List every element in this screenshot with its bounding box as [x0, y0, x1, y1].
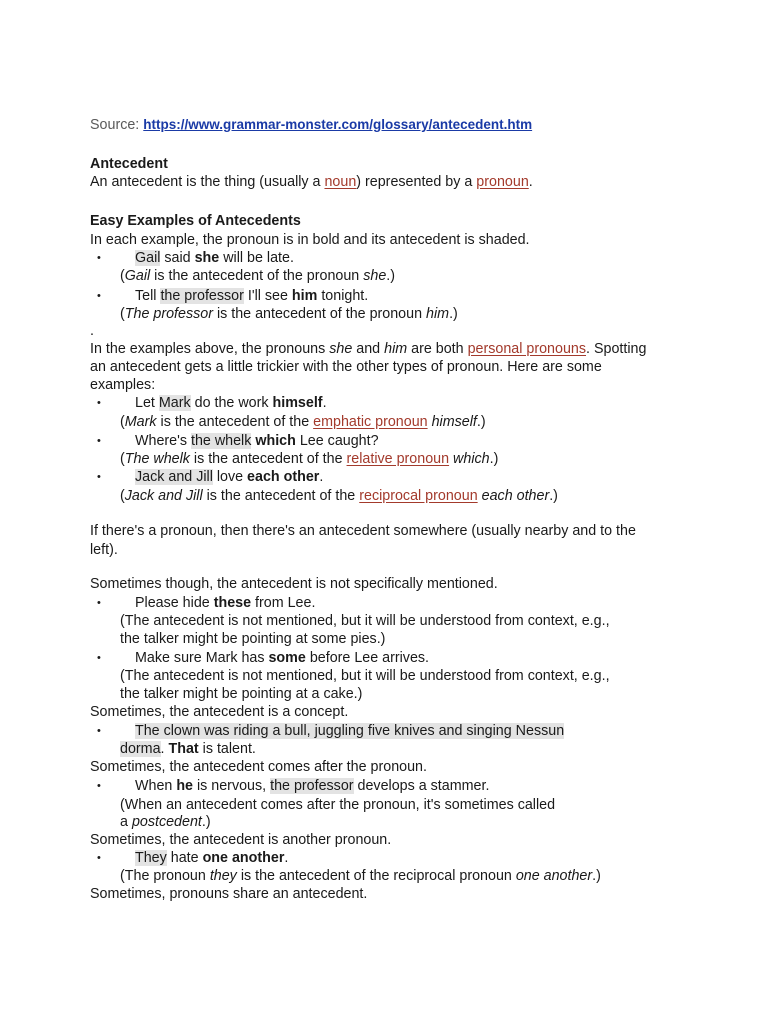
- text: (: [120, 414, 125, 430]
- text: she: [363, 268, 387, 284]
- antecedent-shade: the professor: [270, 778, 354, 794]
- text: is the antecedent of the pronoun: [150, 268, 364, 284]
- types-paragraph-line1: [90, 340, 646, 358]
- pronoun-bold: himself: [272, 395, 323, 411]
- example-note: [120, 305, 458, 323]
- example-note: (When an antecedent comes after the pronoun, it's sometimes called: [120, 797, 556, 813]
- antecedent-shade: Gail: [135, 250, 161, 266]
- pronoun-bold: him: [291, 288, 318, 304]
- text: Make sure Mark has: [135, 650, 269, 666]
- bullet: •: [97, 780, 101, 792]
- text: .: [322, 395, 327, 411]
- text: Jack and Jill: [124, 488, 203, 504]
- pronoun-link[interactable]: pronoun: [476, 174, 529, 190]
- text: ) represented by a: [356, 174, 477, 190]
- example-text: [135, 722, 564, 740]
- text: said: [160, 250, 195, 266]
- example-note: [120, 813, 211, 831]
- text: do the work: [190, 395, 273, 411]
- text: are both: [407, 341, 468, 357]
- text: one another: [515, 868, 593, 884]
- example-text: [135, 394, 327, 412]
- text: before Lee arrives.: [305, 650, 430, 666]
- pronoun-bold: That: [168, 741, 199, 757]
- text: him: [426, 306, 450, 322]
- text: will be late.: [219, 250, 294, 266]
- emphatic-pronoun-link[interactable]: emphatic pronoun: [313, 414, 428, 430]
- bullet: •: [97, 652, 101, 664]
- source-label: Source:: [90, 117, 140, 133]
- text: is the antecedent of the: [156, 414, 314, 430]
- text: she: [329, 341, 353, 357]
- text: him: [384, 341, 408, 357]
- example-note: (The antecedent is not mentioned, but it will be understood from context, e.g.,: [120, 668, 610, 684]
- text: .): [201, 814, 211, 830]
- text: (The pronoun: [120, 868, 210, 884]
- example-text: [135, 468, 323, 486]
- bullet: •: [97, 252, 101, 264]
- noun-link[interactable]: noun: [324, 174, 357, 190]
- concept-intro: Sometimes, the antecedent is a concept.: [90, 704, 349, 720]
- text: An antecedent is the thing (usually a: [90, 174, 325, 190]
- text: (: [120, 488, 125, 504]
- example-note: (The antecedent is not mentioned, but it will be understood from context, e.g.,: [120, 613, 610, 629]
- text: love: [212, 469, 248, 485]
- antecedent-definition: [90, 173, 533, 191]
- pronoun-bold: some: [268, 650, 306, 666]
- text: .): [489, 451, 499, 467]
- example-note: [120, 867, 601, 885]
- text: .): [592, 868, 601, 884]
- source-line: [90, 116, 532, 134]
- text: .): [476, 414, 486, 430]
- example-text: [135, 249, 294, 267]
- text: Mark: [124, 414, 157, 430]
- text: Please hide: [135, 595, 214, 611]
- types-paragraph-line2: an antecedent gets a little trickier with the other types of pronoun. Here are some: [90, 359, 602, 375]
- bullet: •: [97, 471, 101, 483]
- relative-pronoun-link[interactable]: relative pronoun: [346, 451, 450, 467]
- personal-pronouns-link[interactable]: personal pronouns: [467, 341, 587, 357]
- text: The whelk: [124, 451, 190, 467]
- text: develops a stammer.: [353, 778, 490, 794]
- pronoun-bold: she: [194, 250, 220, 266]
- after-intro: Sometimes, the antecedent comes after the pronoun.: [90, 759, 427, 775]
- antecedent-shade: the professor: [160, 288, 244, 304]
- example-text: [135, 849, 288, 867]
- stray-dot: .: [90, 323, 94, 339]
- text: .): [549, 488, 558, 504]
- text: from Lee.: [251, 595, 316, 611]
- example-text: [135, 287, 368, 305]
- text: tonight.: [317, 288, 369, 304]
- antecedent-shade: dorma: [120, 741, 161, 757]
- antecedent-shade: the whelk: [190, 433, 252, 449]
- text: Tell: [135, 288, 161, 304]
- example-note: the talker might be pointing at a cake.): [120, 686, 363, 702]
- not-mentioned-intro: Sometimes though, the antecedent is not specifically mentioned.: [90, 576, 498, 592]
- pronoun-bold: each other: [247, 469, 320, 485]
- nearby-line2: left).: [90, 542, 118, 558]
- bullet: •: [97, 725, 101, 737]
- text: and: [352, 341, 385, 357]
- text: The professor: [124, 306, 213, 322]
- text: each other: [481, 488, 550, 504]
- share-intro: Sometimes, pronouns share an antecedent.: [90, 886, 368, 902]
- text: which: [453, 451, 490, 467]
- text: .: [528, 174, 533, 190]
- text: is the antecedent of the: [202, 488, 360, 504]
- types-paragraph-line3: examples:: [90, 377, 156, 393]
- text: they: [209, 868, 237, 884]
- antecedent-heading: Antecedent: [90, 156, 168, 172]
- text: .): [386, 268, 396, 284]
- text: . Spotting: [586, 341, 647, 357]
- text: postcedent: [131, 814, 202, 830]
- text: is nervous,: [193, 778, 271, 794]
- text: In the examples above, the pronouns: [90, 341, 330, 357]
- antecedent-shade: The clown was riding a bull, juggling five knives and singing Nessun: [135, 723, 565, 739]
- text: (: [120, 306, 125, 322]
- antecedent-shade: Jack and Jill: [135, 469, 213, 485]
- text: is the antecedent of the: [189, 451, 347, 467]
- text: .: [319, 469, 324, 485]
- pronoun-bold: one another: [202, 850, 285, 866]
- text: (: [120, 451, 125, 467]
- antecedent-shade: They: [135, 850, 167, 866]
- example-note: [120, 487, 558, 505]
- bullet: •: [97, 290, 101, 302]
- example-text-continued: [120, 740, 256, 758]
- example-note: [120, 450, 498, 468]
- bullet: •: [97, 852, 101, 864]
- text: is the antecedent of the pronoun: [212, 306, 427, 322]
- text: is the antecedent of the reciprocal pronoun: [236, 868, 516, 884]
- text: himself: [431, 414, 477, 430]
- text: Let: [135, 395, 159, 411]
- example-text: [135, 594, 315, 612]
- text: Where's: [135, 433, 191, 449]
- text: is talent.: [198, 741, 256, 757]
- example-text: [135, 432, 379, 450]
- pronoun-bold: he: [176, 778, 194, 794]
- text: Lee caught?: [295, 433, 379, 449]
- nearby-line1: If there's a pronoun, then there's an antecedent somewhere (usually nearby and to the: [90, 523, 636, 539]
- example-note: [120, 267, 395, 285]
- text: (: [120, 268, 125, 284]
- pronoun-bold: which: [255, 433, 296, 449]
- example-note: [120, 413, 486, 431]
- reciprocal-pronoun-link[interactable]: reciprocal pronoun: [359, 488, 478, 504]
- example-text: [135, 777, 489, 795]
- bullet: •: [97, 597, 101, 609]
- another-intro: Sometimes, the antecedent is another pronoun.: [90, 832, 392, 848]
- text: a: [120, 814, 132, 830]
- text: I'll see: [243, 288, 292, 304]
- example-text: [135, 649, 429, 667]
- text: hate: [166, 850, 203, 866]
- example-note: the talker might be pointing at some pies.): [120, 631, 386, 647]
- easy-examples-intro: In each example, the pronoun is in bold and its antecedent is shaded.: [90, 232, 530, 248]
- text: .): [449, 306, 458, 322]
- text: .: [284, 850, 289, 866]
- text: Gail: [124, 268, 151, 284]
- text: When: [135, 778, 177, 794]
- pronoun-bold: these: [213, 595, 252, 611]
- bullet: •: [97, 397, 101, 409]
- antecedent-shade: Mark: [158, 395, 191, 411]
- easy-examples-heading: Easy Examples of Antecedents: [90, 213, 301, 229]
- text: .: [160, 741, 169, 757]
- bullet: •: [97, 435, 101, 447]
- source-link[interactable]: https://www.grammar-monster.com/glossary/antecedent.htm: [143, 117, 533, 132]
